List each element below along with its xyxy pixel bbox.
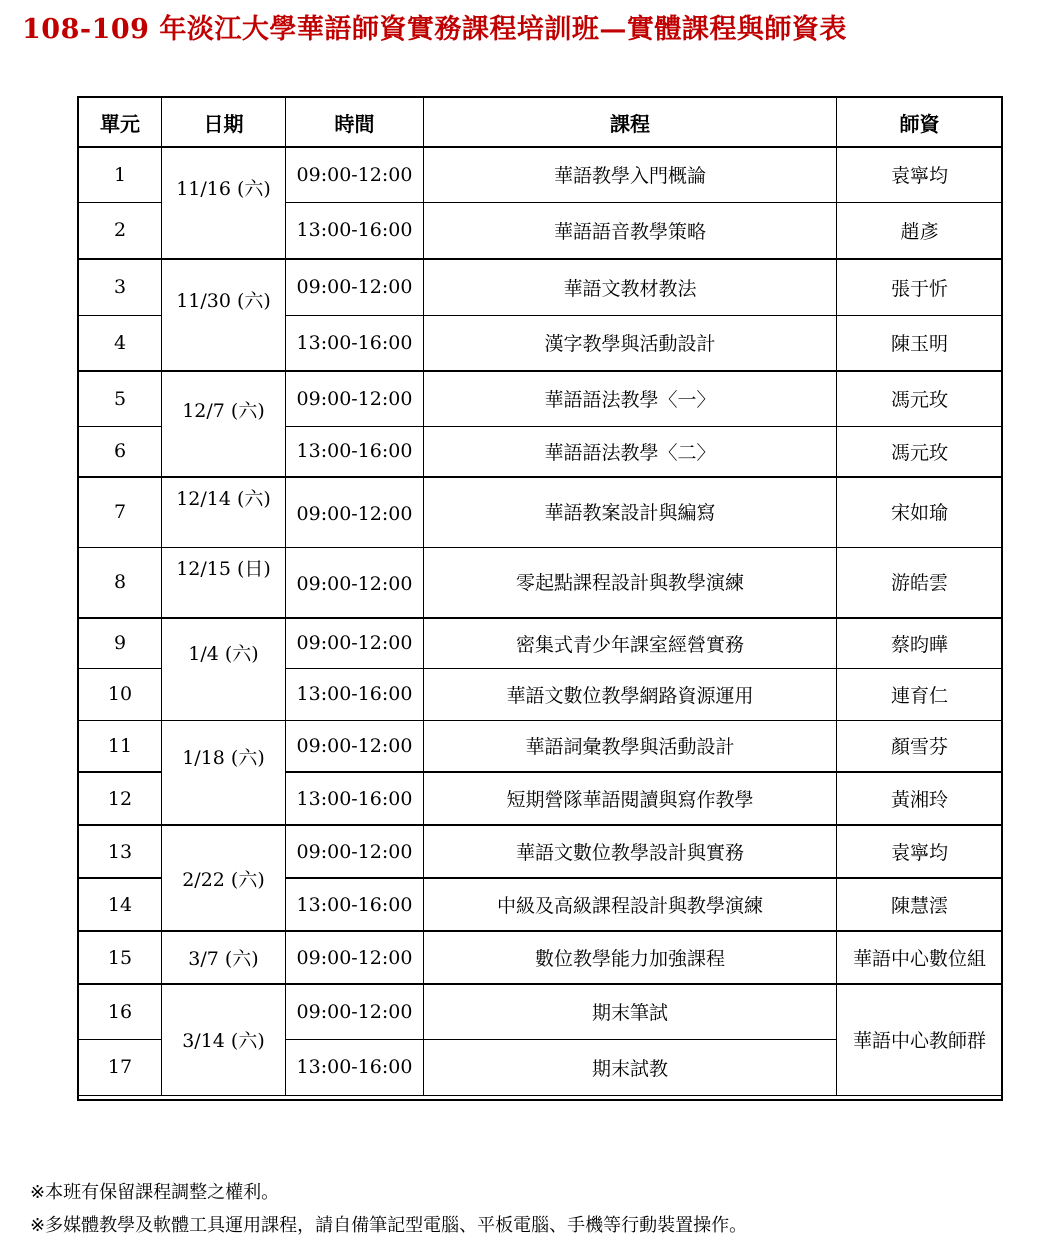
time-cell: 09:00-12:00 [286, 825, 424, 878]
header-course: 課程 [424, 98, 837, 148]
date-cell: 1/18 (六) [162, 720, 286, 825]
time-cell: 13:00-16:00 [286, 426, 424, 477]
course-cell: 華語語法教學〈一〉 [424, 371, 837, 426]
time-cell: 09:00-12:00 [286, 477, 424, 547]
time-cell: 13:00-16:00 [286, 772, 424, 825]
table-header-row [79, 98, 1003, 148]
time-cell: 09:00-12:00 [286, 547, 424, 618]
unit-cell: 4 [79, 315, 162, 371]
course-cell: 短期營隊華語閱讀與寫作教學 [424, 772, 837, 825]
time-cell: 09:00-12:00 [286, 720, 424, 772]
teacher-cell: 黃湘玲 [837, 772, 1003, 825]
unit-cell: 10 [79, 668, 162, 720]
date-cell: 2/22 (六) [162, 825, 286, 931]
table-row [79, 547, 1003, 618]
table-row [79, 477, 1003, 547]
course-cell: 華語教學入門概論 [424, 147, 837, 202]
table-row [79, 259, 1003, 315]
unit-cell: 9 [79, 618, 162, 668]
teacher-cell: 華語中心教師群 [837, 984, 1003, 1095]
table-row [79, 720, 1003, 772]
teacher-cell: 蔡昀曄 [837, 618, 1003, 668]
header-date: 日期 [162, 98, 286, 148]
course-cell: 華語教案設計與編寫 [424, 477, 837, 547]
unit-cell: 15 [79, 931, 162, 984]
unit-cell: 1 [79, 147, 162, 202]
time-cell: 09:00-12:00 [286, 618, 424, 668]
course-cell: 華語詞彙教學與活動設計 [424, 720, 837, 772]
date-cell: 12/14 (六) [162, 477, 286, 547]
date-cell: 11/16 (六) [162, 147, 286, 259]
schedule-table [78, 97, 1003, 1096]
table-row [79, 371, 1003, 426]
course-cell: 華語語音教學策略 [424, 202, 837, 259]
unit-cell: 3 [79, 259, 162, 315]
time-cell: 13:00-16:00 [286, 878, 424, 931]
time-cell: 13:00-16:00 [286, 668, 424, 720]
unit-cell: 7 [79, 477, 162, 547]
teacher-cell: 連育仁 [837, 668, 1003, 720]
unit-cell: 14 [79, 878, 162, 931]
course-cell: 數位教學能力加強課程 [424, 931, 837, 984]
header-time: 時間 [286, 98, 424, 148]
teacher-cell: 游皓雲 [837, 547, 1003, 618]
course-cell: 中級及高級課程設計與教學演練 [424, 878, 837, 931]
table-row [79, 147, 1003, 202]
course-cell: 華語語法教學〈二〉 [424, 426, 837, 477]
course-cell: 零起點課程設計與教學演練 [424, 547, 837, 618]
table-row [79, 931, 1003, 984]
time-cell: 13:00-16:00 [286, 1039, 424, 1095]
teacher-cell: 馮元玫 [837, 426, 1003, 477]
note-item: ※本班有保留課程調整之權利。 [30, 1182, 280, 1203]
unit-cell: 6 [79, 426, 162, 477]
unit-cell: 16 [79, 984, 162, 1039]
date-cell: 3/7 (六) [162, 931, 286, 984]
teacher-cell: 趙彥 [837, 202, 1003, 259]
time-cell: 09:00-12:00 [286, 371, 424, 426]
table-row [79, 984, 1003, 1039]
teacher-cell: 袁寧均 [837, 147, 1003, 202]
time-cell: 13:00-16:00 [286, 202, 424, 259]
unit-cell: 17 [79, 1039, 162, 1095]
teacher-cell: 華語中心數位組 [837, 931, 1003, 984]
header-teacher: 師資 [837, 98, 1003, 148]
date-cell: 12/7 (六) [162, 371, 286, 477]
header-unit: 單元 [79, 98, 162, 148]
unit-cell: 11 [79, 720, 162, 772]
unit-cell: 12 [79, 772, 162, 825]
unit-cell: 13 [79, 825, 162, 878]
teacher-cell: 陳慧澐 [837, 878, 1003, 931]
date-cell: 12/15 (日) [162, 547, 286, 618]
unit-cell: 2 [79, 202, 162, 259]
course-cell: 漢字教學與活動設計 [424, 315, 837, 371]
date-cell: 1/4 (六) [162, 618, 286, 720]
date-cell: 3/14 (六) [162, 984, 286, 1095]
teacher-cell: 袁寧均 [837, 825, 1003, 878]
time-cell: 09:00-12:00 [286, 147, 424, 202]
table-row [79, 618, 1003, 668]
time-cell: 09:00-12:00 [286, 984, 424, 1039]
teacher-cell: 張于忻 [837, 259, 1003, 315]
teacher-cell: 宋如瑜 [837, 477, 1003, 547]
page-title: 108-109 年淡江大學華語師資實務課程培訓班—實體課程與師資表 [22, 14, 847, 45]
date-cell: 11/30 (六) [162, 259, 286, 371]
table-row [79, 825, 1003, 878]
unit-cell: 5 [79, 371, 162, 426]
teacher-cell: 顏雪芬 [837, 720, 1003, 772]
time-cell: 13:00-16:00 [286, 315, 424, 371]
unit-cell: 8 [79, 547, 162, 618]
notes [30, 1176, 747, 1242]
course-cell: 華語文數位教學設計與實務 [424, 825, 837, 878]
time-cell: 09:00-12:00 [286, 931, 424, 984]
course-cell: 期末筆試 [424, 984, 837, 1039]
time-cell: 09:00-12:00 [286, 259, 424, 315]
course-cell: 華語文教材教法 [424, 259, 837, 315]
course-cell: 華語文數位教學網路資源運用 [424, 668, 837, 720]
note-item: ※多媒體教學及軟體工具運用課程，請自備筆記型電腦、平板電腦、手機等行動裝置操作。 [30, 1215, 748, 1236]
course-cell: 密集式青少年課室經營實務 [424, 618, 837, 668]
teacher-cell: 陳玉明 [837, 315, 1003, 371]
course-cell: 期末試教 [424, 1039, 837, 1095]
teacher-cell: 馮元玫 [837, 371, 1003, 426]
